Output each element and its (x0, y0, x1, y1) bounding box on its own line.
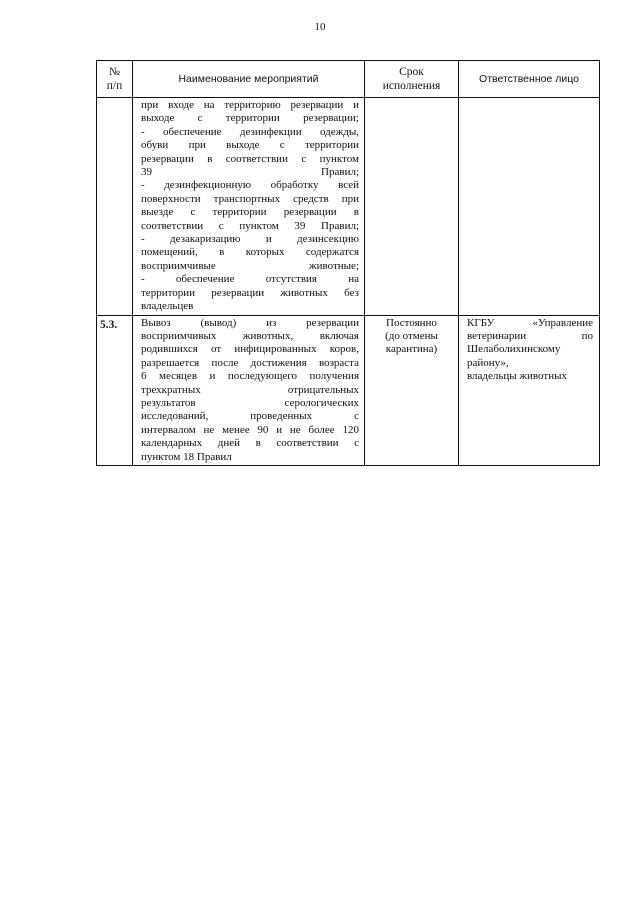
description-line: при входе на территорию резервации и (141, 99, 359, 111)
responsible-line: ветеринарии по (467, 329, 593, 342)
header-term: Срок исполнения (365, 61, 459, 98)
responsible-cell (459, 98, 600, 316)
header-name: Наименование мероприятий (133, 61, 365, 98)
description-line: помещений, в которых содержатся (141, 246, 359, 259)
description-line: - дезинфекционную обработку всей (141, 179, 359, 192)
page-number: 10 (314, 21, 326, 33)
description-line: разрешается после достижения возраста (141, 356, 359, 369)
responsible-line: владельцы животных (467, 370, 567, 383)
description-line: обуви при выходе с территории (141, 139, 359, 152)
description-line: пунктом 18 Правил (141, 450, 232, 463)
description-line: соответствии с пунктом 39 Правил; (141, 219, 359, 232)
table-header-row (97, 61, 600, 98)
term-line: карантина) (385, 343, 438, 356)
description-line: - дезакаризацию и дезинсекцию (141, 233, 359, 246)
description-line: выходе с территории резервации; (141, 112, 359, 125)
description-line: Вывоз (вывод) из резервации (141, 316, 359, 329)
description-line: трехкратных отрицательных (141, 383, 359, 396)
term-line: (до отмены (385, 329, 438, 342)
responsible-line: КГБУ «Управление (467, 316, 593, 329)
measure-description (133, 98, 365, 316)
description-line: интервалом не менее 90 и не более 120 (141, 423, 359, 436)
description-line: календарных дней в соответствии с (141, 437, 359, 450)
term-cell (365, 315, 459, 465)
responsible-cell (459, 315, 600, 465)
table-row (97, 98, 600, 316)
description-line: - обеспечение отсутствия на (141, 273, 359, 286)
term-line: Постоянно (386, 316, 437, 329)
header-responsible: Ответственное лицо (459, 61, 600, 98)
responsible-line: Шелаболихинскому (467, 343, 561, 356)
description-line: родившихся от инфицированных коров, (141, 343, 359, 356)
description-line: восприимчивые животные; (141, 259, 359, 272)
description-line: резервации в соответствии с пунктом (141, 152, 359, 165)
description-line: - обеспечение дезинфекции одежды, (141, 125, 359, 138)
measures-table (96, 60, 600, 466)
description-line: выезде с территории резервации в (141, 206, 359, 219)
term-cell (365, 98, 459, 316)
description-line: 6 месяцев и последующего получения (141, 370, 359, 383)
description-line: результатов серологических (141, 396, 359, 409)
row-number: 5.3. (97, 315, 133, 465)
table-row (97, 315, 600, 465)
header-number: № п/п (97, 61, 133, 98)
description-line: поверхности транспортных средств при (141, 192, 359, 205)
description-line: восприимчивых животных, включая (141, 329, 359, 342)
description-line: владельцев (141, 300, 194, 313)
description-line: исследований, проведенных с (141, 410, 359, 423)
row-number (97, 98, 133, 316)
description-line: 39 Правил; (141, 166, 359, 179)
measure-description (133, 315, 365, 465)
description-line: территории резервации животных без (141, 286, 359, 299)
responsible-line: району», (467, 356, 509, 369)
